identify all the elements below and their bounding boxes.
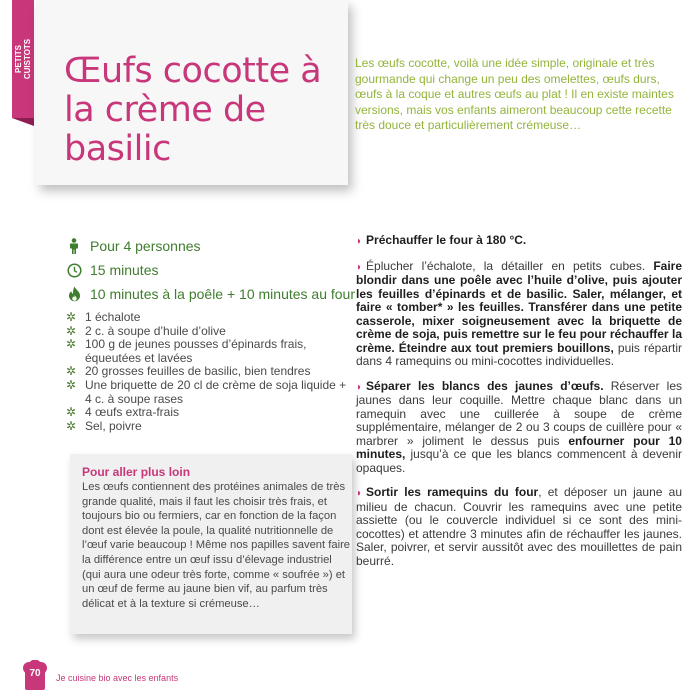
prep-time-text: 15 minutes (90, 262, 159, 278)
servings-row (66, 234, 356, 258)
ingredient-item (66, 311, 351, 325)
ingredients-list (66, 311, 351, 433)
ingredient-text: 4 œufs extra-frais (85, 405, 180, 420)
section-tab-line1: PETITS (14, 45, 23, 74)
snowflake-icon: ✲ (66, 405, 77, 420)
snowflake-icon: ✲ (66, 418, 77, 433)
step-2-bold: Faire blondir dans une poêle avec l’huile d’olive, puis ajouter les feuilles d’épinards et de basilic. Saler, mélanger, et faire « tomber* » les feuilles. Transférer dans une petite casserole, mixer soigneusement avec la briquette de crème de soja, puis remettre sur le feu pour réchauffer la crème. Éteindre aux tout premiers bouillons, (356, 258, 682, 355)
arrow-icon: ◗ (356, 236, 363, 247)
step-3 (356, 380, 682, 476)
ingredient-text: Sel, poivre (85, 418, 142, 433)
step-4-bold: Sortir les ramequins du four (366, 485, 539, 499)
cook-time-row (66, 282, 356, 306)
step-4-text: , et déposer un jaune au milieu de chacun. Couvrir les ramequins avec une petite assiette (ou le couvercle individuel si ce sont des mini-cocottes) et attendre 3 minutes afin de réchauffer les jaunes. Saler, poivrer, et servir aussitôt avec des mouillettes de pain beurré. (356, 485, 682, 568)
ingredient-text: Une briquette de 20 cl de crème de soja liquide + 4 c. à soupe rases (85, 377, 347, 406)
step-2-text-a: Éplucher l’échalote, la détailler en petits cubes. (366, 258, 654, 273)
ingredient-text: 20 grosses feuilles de basilic, bien tendres (85, 364, 311, 379)
step-2-text-c: puis répartir dans 4 ramequins ou mini-cocottes individuelles. (356, 340, 682, 368)
arrow-icon: ◗ (356, 261, 363, 273)
ingredient-item (66, 338, 351, 365)
recipe-intro: Les œufs cocotte, voilà une idée simple, originale et très gourmande qui change un peu des omelettes, œufs durs, œufs à la coque et autres œufs au plat ! Il en existe maintes versions, mais vos enfants aimeront beaucoup cette recette très douce et particulièrement crémeuse… (355, 56, 674, 132)
step-1-bold: Préchauffer le four à 180 °C. (366, 233, 527, 247)
recipe-info (66, 234, 356, 306)
title-card (36, 0, 348, 185)
step-3-bold-a: Séparer les blancs des jaunes d’œufs. (366, 378, 604, 393)
recipe-title: Œufs cocotte à la crème de basilic (64, 51, 322, 169)
snowflake-icon: ✲ (66, 310, 77, 324)
cook-time-text: 10 minutes à la poêle + 10 minutes au four (90, 286, 356, 302)
arrow-icon: ◗ (356, 381, 363, 393)
step-2 (356, 260, 682, 369)
snowflake-icon: ✲ (66, 323, 77, 338)
further-text: Les œufs contiennent des protéines animales de très grande qualité, mais il faut les choisir très frais, et toujours bio ou fermiers, car en fonction de la façon dont est élevée la poule, la qualité nutritionnelle de l’œuf varie beaucoup ! Même nos papilles savent faire la différence entre un œuf issu d’élevage industriel (qui aura une odeur très forte, comme « soufrée ») et un œuf de ferme au jaune bien vif, au parfum très délicat et à la texture si crémeuse… (82, 481, 351, 610)
servings-text: Pour 4 personnes (90, 238, 201, 254)
ingredient-item (66, 406, 351, 420)
ingredient-item (66, 379, 351, 406)
flame-icon (66, 286, 82, 302)
snowflake-icon: ✲ (66, 337, 77, 352)
section-tab-label (12, 0, 34, 118)
step-4 (356, 486, 682, 568)
ingredient-item (66, 365, 351, 379)
section-tab-fold (12, 118, 34, 126)
ingredient-text: 2 c. à soupe d’huile d’olive (85, 323, 226, 338)
recipe-steps (356, 234, 682, 579)
step-3-bold-c: enfourner pour 10 minutes, (356, 433, 682, 461)
ingredient-item (66, 420, 351, 434)
step-3-text-d: jusqu’à ce que les blancs commencent à devenir opaques. (356, 447, 682, 475)
step-3-text-b: Réserver les jaunes dans leur coquille. Mettre chaque blanc dans un ramequin avec une cuillerée à soupe de crème supplémentaire, mélanger de 2 ou 3 coups de cuillère pour « marbrer » joliment le dessus puis (356, 378, 682, 448)
step-1 (356, 234, 682, 249)
clock-icon (66, 262, 82, 278)
arrow-icon: ◗ (356, 488, 363, 499)
ingredient-item (66, 325, 351, 339)
section-tab-line2: CUISTOTS (23, 38, 32, 80)
further-box (70, 454, 352, 634)
person-icon (66, 238, 82, 254)
page-number: 70 (29, 668, 41, 679)
prep-time-row (66, 258, 356, 282)
snowflake-icon: ✲ (66, 364, 77, 379)
book-title: Je cuisine bio avec les enfants (56, 673, 179, 683)
further-title: Pour aller plus loin (82, 465, 191, 479)
ingredient-text: 100 g de jeunes pousses d’épinards frais, équeutées et lavées (85, 337, 307, 365)
snowflake-icon: ✲ (66, 377, 77, 392)
ingredient-text: 1 échalote (85, 310, 141, 324)
